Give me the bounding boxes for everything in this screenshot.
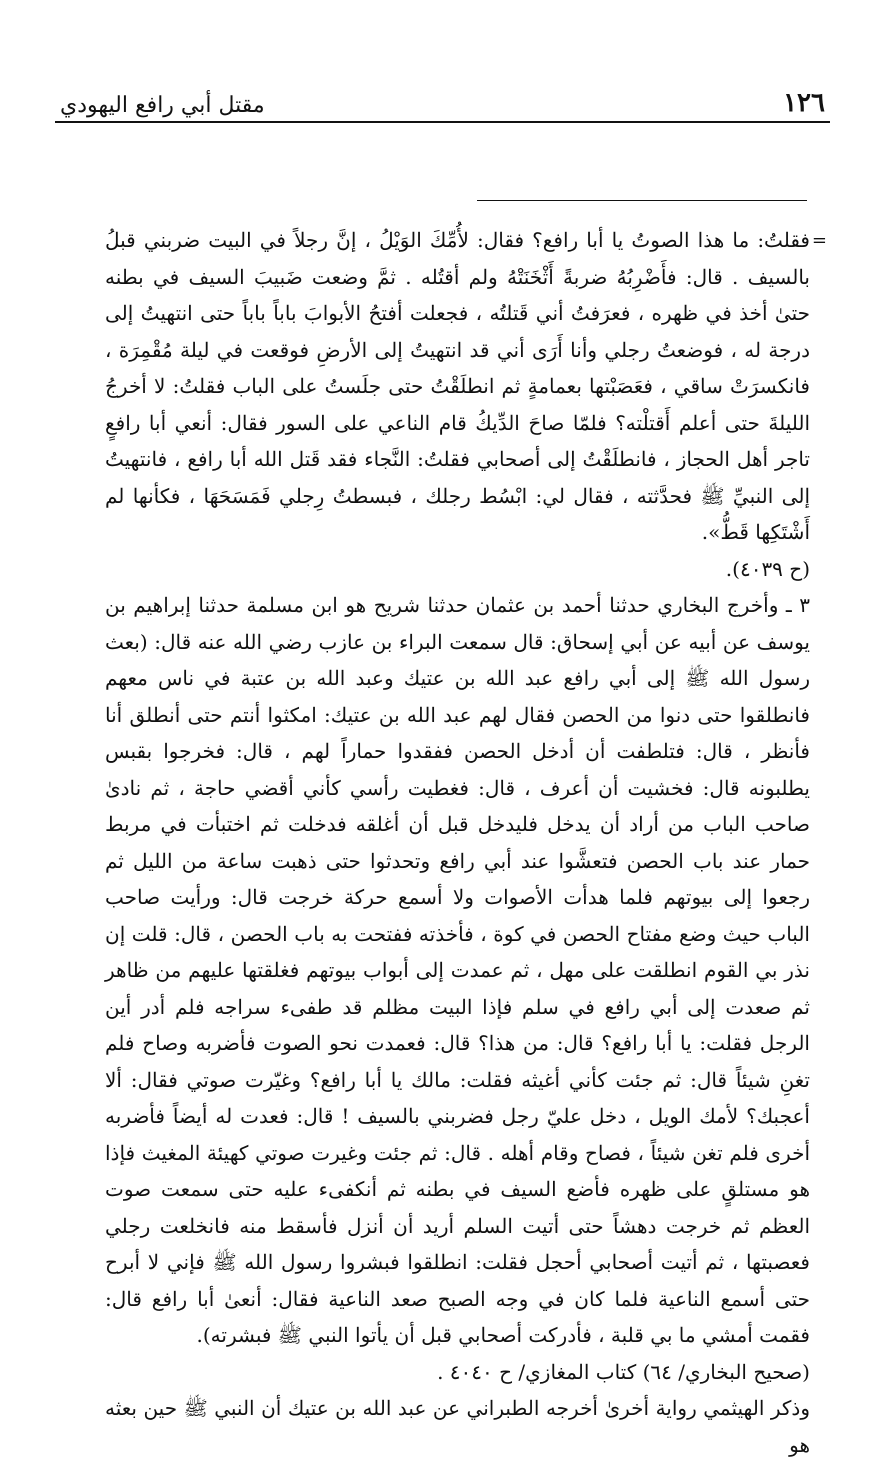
footnote-paragraph: ٣ ـ وأخرج البخاري حدثنا أحمد بن عثمان حدثنا شريح هو ابن مسلمة حدثنا إبراهيم بن يوسف عن أبيه عن أبي إسحاق: قال سمعت البراء بن عازب رضي الله عنه قال: (بعث رسول الله ﷺ إلى أبي رافع عبد الله بن عتيك وعبد الله بن عتبة في ناس معهم فانطلقوا حتى دنوا من الحصن فقال لهم عبد الله بن عتيك: امكثوا أنتم حتى أنطلق أنا فأنظر ، قال: فتلطفت أن أدخل الحصن ففقدوا حماراً لهم ، قال: فخرجوا بقبس يطلبونه قال: فخشيت أن أعرف ، قال: فغطيت رأسي كأني أقضي حاجة ، ثم نادىٰ صاحب الباب من أراد أن يدخل فليدخل قبل أن أغلقه فدخلت ثم اختبأت في مربط حمار عند باب الحصن فتعشَّوا عند أبي رافع وتحدثوا حتى ذهبت ساعة من الليل ثم رجعوا إلى بيوتهم فلما هدأت الأصوات ولا أسمع حركة خرجت قال: ورأيت صاحب الباب حيث وضع مفتاح الحصن في كوة ، فأخذته ففتحت به باب الحصن ، قال: قلت إن نذر بي القوم انطلقت على مهل ، ثم عمدت إلى أبواب بيوتهم فغلقتها عليهم من ظاهر ثم صعدت إلى أبي رافع في سلم فإذا البيت مظلم قد طفىء سراجه فلم أدر أين الرجل فقلت: يا أبا رافع؟ قال: من هذا؟ قال: فعمدت نحو الصوت فأضربه وصاح فلم تغنِ شيئاً قال: ثم جئت كأني أغيثه فقلت: مالك يا أبا رافع؟ وغيّرت صوتي فقال: ألا أعجبك؟ لأمك الويل ، دخل عليّ رجل فضربني بالسيف ! قال: فعدت له أيضاً فأضربه أخرى فلم تغن شيئاً ، فصاح وقام أهله . قال: ثم جئت وغيرت صوتي كهيئة المغيث فإذا هو مستلقٍ على ظهره فأضع السيف في بطنه ثم أنكفىء عليه حتى سمعت صوت العظم ثم خرجت دهشاً حتى أتيت السلم أريد أن أنزل فأسقط منه فانخلعت رجلي فعصبتها ، ثم أتيت أصحابي أحجل فقلت: انطلقوا فبشروا رسول الله ﷺ فإني لا أبرح حتى أسمع الناعية فلما كان في وجه الصبح صعد الناعية فقال: أنعىٰ أبا رافع قال: فقمت أمشي ما بي قلبة ، فأدركت أصحابي قبل أن يأتوا النبي ﷺ فبشرته). xyxy=(105,593,810,1347)
running-title: مقتل أبي رافع اليهودي xyxy=(60,93,265,118)
footnote-citation: (صحيح البخاري/ ٦٤) كتاب المغازي/ ح ٤٠٤٠ . xyxy=(437,1359,810,1384)
footnote-body xyxy=(105,222,810,1463)
footnote-paragraph: فقلتُ: ما هذا الصوتُ يا أبا رافع؟ فقال: لأُمِّكَ الوَيْلُ ، إنَّ رجلاً في البيت ضربني قبلُ بالسيف . قال: فأَضْرِبُهُ ضربةً أَثْخَنَتْهُ ولم أقتُله . ثمَّ وضعت ضَبيبَ السيف في بطنه حتىٰ أخذ في ظهره ، فعرَفتُ أني قَتلتُه ، فجعلت أفتحُ الأبوابَ باباً باباً حتى انتهيتُ إلى درجة له ، فوضعتُ رجلي وأنا أَرَى أني قد انتهيتُ إلى الأرضِ فوقعت في ليلة مُقْمِرَة ، فانكسرَتْ ساقي ، فعَصَبْتها بعمامةٍ ثم انطلَقْتُ حتى جلَستُ على الباب فقلتُ: لا أخرجُ الليلةَ حتى أعلم أَقتلْته؟ فلمّا صاحَ الدِّيكُ قام الناعي على السور فقال: أنعي أبا رافعٍ تاجر أهل الحجاز ، فانطلَقْتُ إلى أصحابي فقلتُ: النَّجاء فقد قَتل الله أبا رافع ، فانتهيتُ إلى النبيِّ ﷺ فحدَّثته ، فقال لي: ابْسُط رجلك ، فبسطتُ رِجلي فَمَسَحَهَا ، فكأنها لم أَشْتَكِها قَطُّ». xyxy=(105,228,810,544)
footnote-citation: (ح ٤٠٣٩). xyxy=(725,556,810,581)
running-head xyxy=(60,82,825,118)
footnote-continuation-mark: = xyxy=(811,230,827,251)
page-number: ١٢٦ xyxy=(783,88,825,118)
footnote-separator xyxy=(477,200,807,201)
footnote-paragraph: وذكر الهيثمي رواية أخرىٰ أخرجه الطبراني عن عبد الله بن عتيك أن النبي ﷺ حين بعثه هو xyxy=(105,1396,810,1457)
header-rule xyxy=(55,121,830,123)
